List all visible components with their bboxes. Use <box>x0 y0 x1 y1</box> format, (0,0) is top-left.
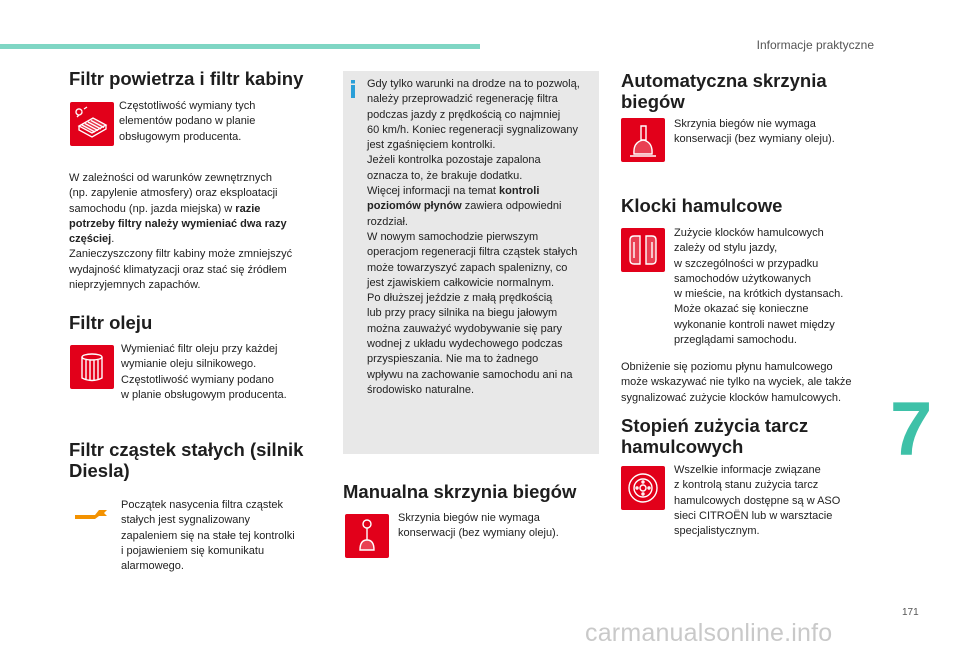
brake-discs-title: Stopień zużycia tarcz hamulcowych <box>621 415 809 457</box>
brake-disc-icon <box>621 466 665 510</box>
info-text: Gdy tylko warunki na drodze na to pozwolą, należy przeprowadzić regenerację filtra podczas jazdy z prędkością co najmniej 60 km/h. Koniec regeneracji sygnalizowany jest zgaśnięciem kontrolki. Jeżeli kontrolka pozostaje zapalona oznacza to, że brakuje dodatku. Więcej informacji na temat kontroli poziomów płynów zawiera odpowiedni rozdział. W nowym samochodzie pierwszym operacjom regeneracji filtra cząstek stałych może towarzyszyć zapach spalenizny, co jest zjawiskiem całkowicie normalnym. Po dłuższej jeździe z małą prędkością lub przy pracy silnika na biegu jałowym można zauważyć wydobywanie się pary wodnej z układu wydechowego podczas przyspieszania. Nie ma to żadnego wpływu na zachowanie samochodu ani na środowisko naturalne. <box>367 78 580 396</box>
manual-gearbox-text: Skrzynia biegów nie wymaga konserwacji (bez wymiany oleju). <box>398 512 559 540</box>
brake-pads-text: Zużycie klocków hamulcowych zależy od stylu jazdy, w szczególności w przypadku samochodów użytkowanych w mieście, na krótkich dystansach. Może okazać się konieczne wykonanie kontroli nawet między przeglądami samochodu. <box>674 227 844 347</box>
info-icon <box>347 80 359 98</box>
header-accent-bar <box>0 44 480 49</box>
air-filter-body: W zależności od warunków zewnętrznych (np. zapylenie atmosfery) oraz eksploatacji samochodu (np. jazda miejska) w razie potrzeby filtry należy wymieniać dwa razy częściej. Zanieczyszczony filtr kabiny może zmniejszyć wydajność klimatyzacji oraz stać się źródłem nieprzyjemnych zapachów. <box>69 172 293 292</box>
watermark: carmanualsonline.info <box>585 619 833 647</box>
particle-filter-title: Filtr cząstek stałych (silnik Diesla) <box>69 439 304 481</box>
brake-pads-icon <box>621 228 665 272</box>
automatic-gear-lever-icon <box>621 118 665 162</box>
oil-filter-title: Filtr oleju <box>69 312 153 333</box>
brake-discs-text: Wszelkie informacje związane z kontrolą stanu zużycia tarcz hamulcowych dostępne są w ASO sieci CITROËN lub w warsztacie specjalistycznym. <box>674 464 841 538</box>
particle-filter-text: Początek nasycenia filtra cząstek stałych jest sygnalizowany zapaleniem się na stałe tej kontrolki i pojawieniem się komunikatu alarmowego. <box>121 499 295 573</box>
wrench-icon <box>73 504 109 524</box>
page-number: 171 <box>902 607 919 618</box>
air-filter-icon <box>70 102 114 146</box>
brake-fluid-note: Obniżenie się poziomu płynu hamulcowego może wskazywać nie tylko na wyciek, ale także sygnalizować zużycie klocków hamulcowych. <box>621 361 852 404</box>
brake-pads-title: Klocki hamulcowe <box>621 195 783 216</box>
oil-filter-icon <box>70 345 114 389</box>
air-filter-title: Filtr powietrza i filtr kabiny <box>69 68 304 89</box>
auto-gearbox-text: Skrzynia biegów nie wymaga konserwacji (bez wymiany oleju). <box>674 118 835 146</box>
oil-filter-text: Wymieniać filtr oleju przy każdej wymianie oleju silnikowego. Częstotliwość wymiany podano w planie obsługowym producenta. <box>121 343 287 401</box>
manual-gearbox-title: Manualna skrzynia biegów <box>343 481 577 502</box>
section-label: Informacje praktyczne <box>756 38 874 52</box>
auto-gearbox-title: Automatyczna skrzynia biegów <box>621 70 827 112</box>
air-filter-intro: Częstotliwość wymiany tych elementów podano w planie obsługowym producenta. <box>119 100 256 143</box>
chapter-number: 7 <box>890 387 933 472</box>
gear-lever-icon <box>345 514 389 558</box>
